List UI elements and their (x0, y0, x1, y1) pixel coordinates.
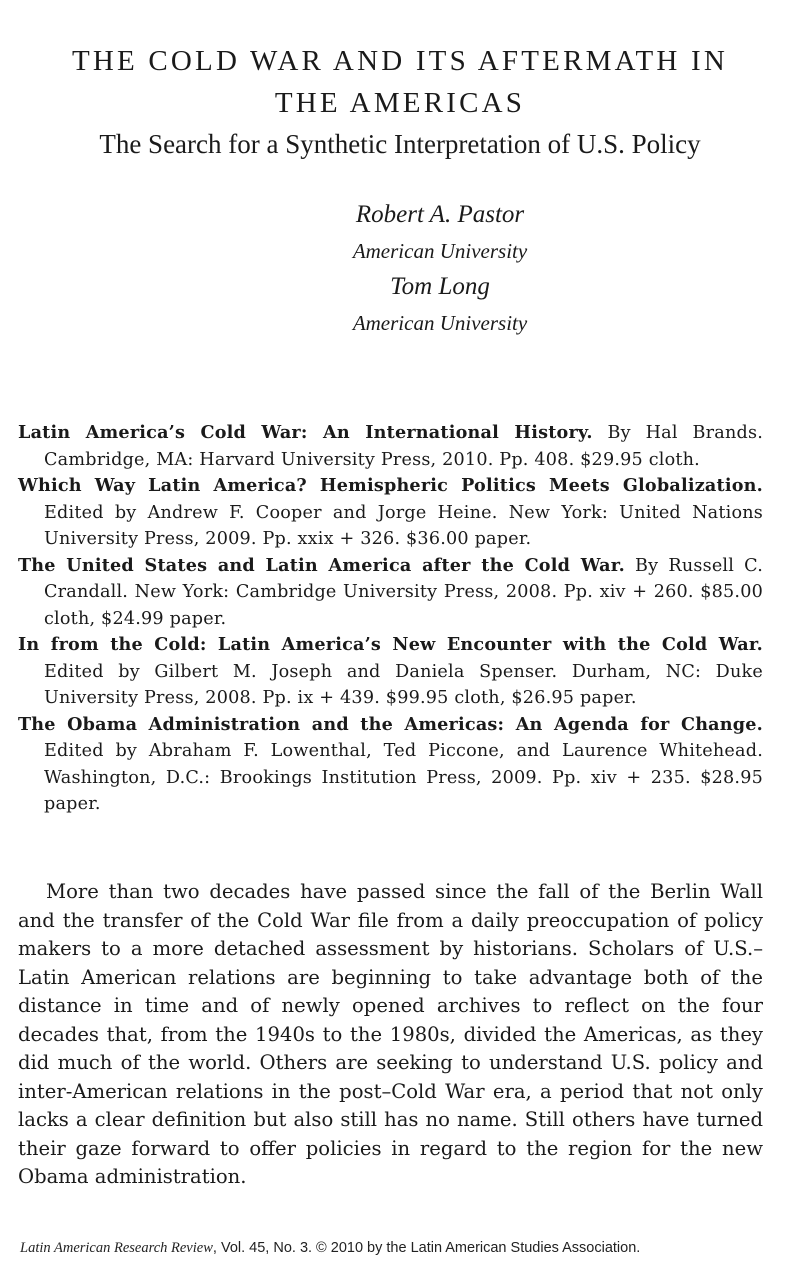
book-title: In from the Cold: Latin America’s New Encounter with the Cold War. (18, 634, 763, 655)
book-title: The United States and Latin America after the Cold War. (18, 554, 625, 576)
book-details: Edited by Abraham F. Lowenthal, Ted Piccone, and Laurence Whitehead. Washington, D.C.: Brookings Institution Press, 2009. Pp. xiv + 235. $28.95 paper. (44, 741, 763, 814)
article-subtitle: The Search for a Synthetic Interpretation of U.S. Policy (99, 129, 701, 159)
book-title: Latin America’s Cold War: An International History. (18, 422, 593, 443)
reviewed-books-list (18, 420, 763, 818)
journal-name: Latin American Research Review (20, 1240, 213, 1256)
book-details: Edited by Andrew F. Cooper and Jorge Heine. New York: United Nations University Press, 2009. Pp. xxix + 326. $36.00 paper. (44, 502, 763, 549)
book-title: The Obama Administration and the Americas: An Agenda for Change. (18, 713, 763, 735)
book-entry (18, 473, 763, 553)
book-entry (18, 712, 763, 818)
article-header (0, 40, 800, 162)
book-details: By Russell C. Crandall. New York: Cambridge University Press, 2008. Pp. xiv + 260. $85.00 cloth, $24.99 paper. (44, 555, 763, 629)
body-paragraph: More than two decades have passed since the fall of the Berlin Wall and the transfer of the Cold War file from a daily preoccupation of policy makers to a more detached assessment by historians. Scholars of U.S.–Latin American relations are beginning to take advantage both of the distance in time and of newly opened archives to reflect on the four decades that, from the 1940s to the 1980s, divided the Americas, as they did much of the world. Others are seeking to understand U.S. policy and inter-American relations in the post–Cold War era, a period that not only lacks a clear definition but also still has no name. Still others have turned their gaze forward to offer policies in regard to the region for the new Obama administration. (18, 880, 763, 1188)
author-name: Tom Long (390, 273, 490, 300)
book-entry (18, 420, 763, 473)
book-entry (18, 632, 763, 712)
author-name: Robert A. Pastor (355, 201, 525, 228)
book-details: By Hal Brands. Cambridge, MA: Harvard University Press, 2010. Pp. 408. $29.95 cloth. (44, 423, 763, 470)
page-footer (20, 1238, 780, 1258)
author-list (0, 196, 800, 340)
book-entry (18, 553, 763, 633)
book-title: Which Way Latin America? Hemispheric Politics Meets Globalization. (18, 475, 763, 496)
book-details: Edited by Gilbert M. Joseph and Daniela Spenser. Durham, NC: Duke University Press, 2008. Pp. ix + 439. $99.95 cloth, $26.95 paper. (44, 661, 763, 708)
author-affiliation: American University (352, 239, 528, 263)
article-title-line-1: THE COLD WAR AND ITS AFTERMATH IN (71, 45, 729, 77)
article-title-line-2: THE AMERICAS (274, 87, 526, 119)
journal-citation: , Vol. 45, No. 3. © 2010 by the Latin American Studies Association. (212, 1240, 641, 1256)
author-affiliation: American University (352, 311, 528, 335)
